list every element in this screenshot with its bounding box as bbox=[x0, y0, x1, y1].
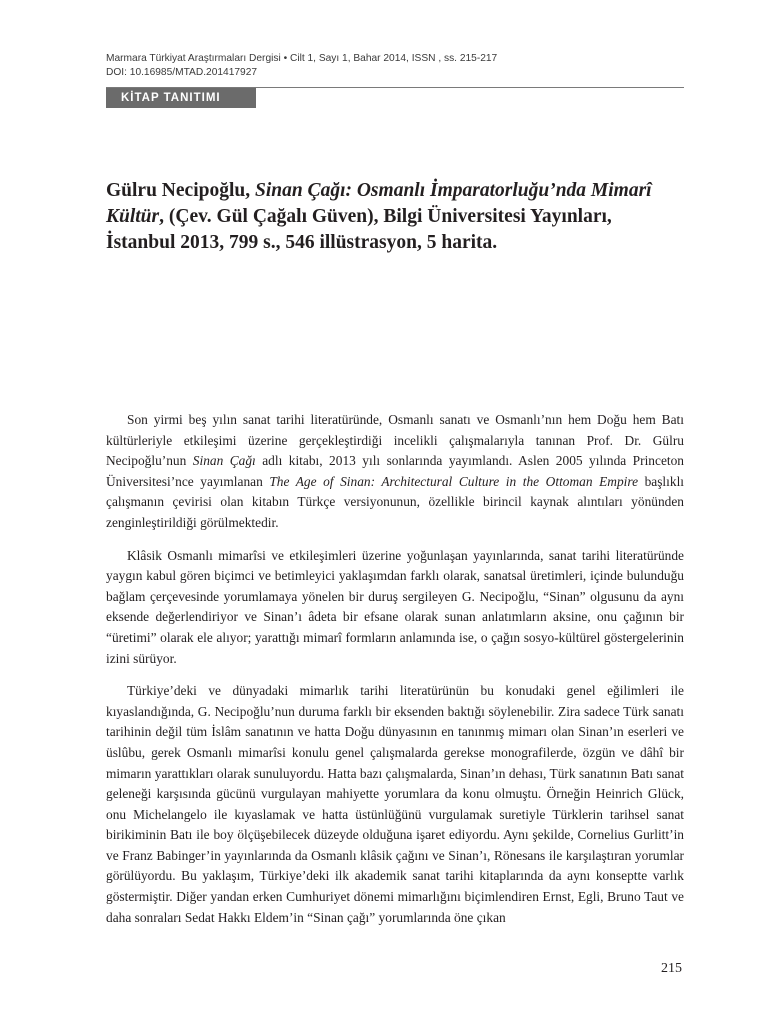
journal-citation: Marmara Türkiyat Araştırmaları Dergisi • Cilt 1, Sayı 1, Bahar 2014, ISSN , ss. 215-217 bbox=[106, 53, 498, 64]
paragraph-1 bbox=[106, 410, 684, 534]
paragraph-3: Türkiye’deki ve dünyadaki mimarlık tarihi literatürünün bu konudaki genel eğilimleri ile kıyaslandığında, G. Necipoğlu’nun duruma farklı bir eksenden baktığı söylenebilir. Zira sadece Türk sanatı tarihinin değil tüm İslâm sanatının ve hatta Doğu dünyasının en tanınmış mimarı olan Sinan’ın eserleri ve üslûbu, gerek Osmanlı mimarîsi konulu genel çalışmalarda gerekse monografilerde, özgün ve dâhî bir mimarın yarattıkları olarak sunuluyordu. Hatta bazı çalışmalarda, Sinan’ın dehası, Türk sanatının Batı sanat geleneği karşısında gücünü vurgulayan mahiyette yorumlara da konu olmuştu. Örneğin Heinrich Glück, onu Michelangelo ile kıyaslamak ve hatta üstünlüğünü vurgulamak suretiyle Türklerin tarihsel sanat birikiminin Batı ile boy ölçüşebilecek düzeyde olduğuna işaret ediyordu. Aynı şekilde, Cornelius Gurlitt’in ve Franz Babinger’in yayınlarında da Osmanlı klâsik çağını ve Sinan’ı, Rönesans ile karşılaştıran yorumlar görülüyordu. Bu yaklaşım, Türkiye’deki ilk akademik sanat tarihi kitaplarında da aynı konseptte varlık göstermiştir. Diğer yandan erken Cumhuriyet dönemi mimarlığını biçimlendiren Ernst, Egli, Bruno Taut ve daha sonraları Sedat Hakkı Eldem’in “Sinan çağı” yorumlarında öne çıkan bbox=[106, 683, 684, 925]
paragraph-2: Klâsik Osmanlı mimarîsi ve etkileşimleri üzerine yoğunlaşan yayınlarında, sanat tarihi literatüründe yaygın kabul gören biçimci ve betimleyici yaklaşımdan farklı olarak, sanatsal üretimleri, içinde bulunduğu bağlam çerçevesinde yorumlamaya yönelen bir duruş sergileyen G. Necipoğlu, “Sinan” olgusunu da aynı eksende değerlendiriyor ve Sinan’ı âdeta bir efsane olarak sunan anlatımların aksine, onu çağının bir “üretimi” olarak ele alıyor; yarattığı mimarî formların anlamında ise, o çağın sosyo-kültürel göstergelerinin izini sürüyor. bbox=[106, 547, 684, 666]
paragraph-1-text-a: Son yirmi beş yılın sanat tarihi literatüründe, Osmanlı sanatı ve Osmanlı’nın hem Doğu hem Batı kültürleriyle etkileşimi üzerine gerçekleştirdiği incelikli çalışmalarıyla tanınan Prof. Dr. Gülru Necipoğlu’nun bbox=[106, 412, 684, 469]
article-body bbox=[106, 410, 684, 940]
section-label-book-review: KİTAP TANITIMI bbox=[106, 88, 256, 108]
journal-header bbox=[106, 52, 686, 80]
book-details: , (Çev. Gül Çağalı Güven), Bilgi Üniversitesi Yayınları, İstanbul 2013, 799 s., 546 illüstrasyon, 5 harita. bbox=[106, 206, 612, 253]
paragraph-1-book-title-tr: Sinan Çağı bbox=[192, 453, 256, 469]
book-citation-heading bbox=[106, 178, 686, 256]
page-number: 215 bbox=[661, 961, 682, 976]
paragraph-1-text-e: başlıklı çalışmanın çevirisi olan kitabın Türkçe versiyonunun, özellikle birincil kaynak alıntıları yönünden zenginleştirildiği görülmektedir. bbox=[106, 473, 685, 530]
doi-text: DOI: 10.16985/MTAD.201417927 bbox=[106, 67, 258, 78]
book-title-part2: Kültür bbox=[106, 206, 160, 227]
paragraph-1-book-title-en: The Age of Sinan: Architectural Culture in the Ottoman Empire bbox=[269, 473, 639, 489]
book-title-part1: Sinan Çağı: Osmanlı İmparatorluğu’nda Mimarî bbox=[254, 180, 652, 201]
book-author: Gülru Necipoğlu, bbox=[106, 180, 255, 201]
paragraph-1-text-c: adlı kitabı, 2013 yılı sonlarında yayımlandı. Aslen 2005 yılında Princeton Üniversitesi’nce yayımlanan bbox=[106, 453, 684, 489]
